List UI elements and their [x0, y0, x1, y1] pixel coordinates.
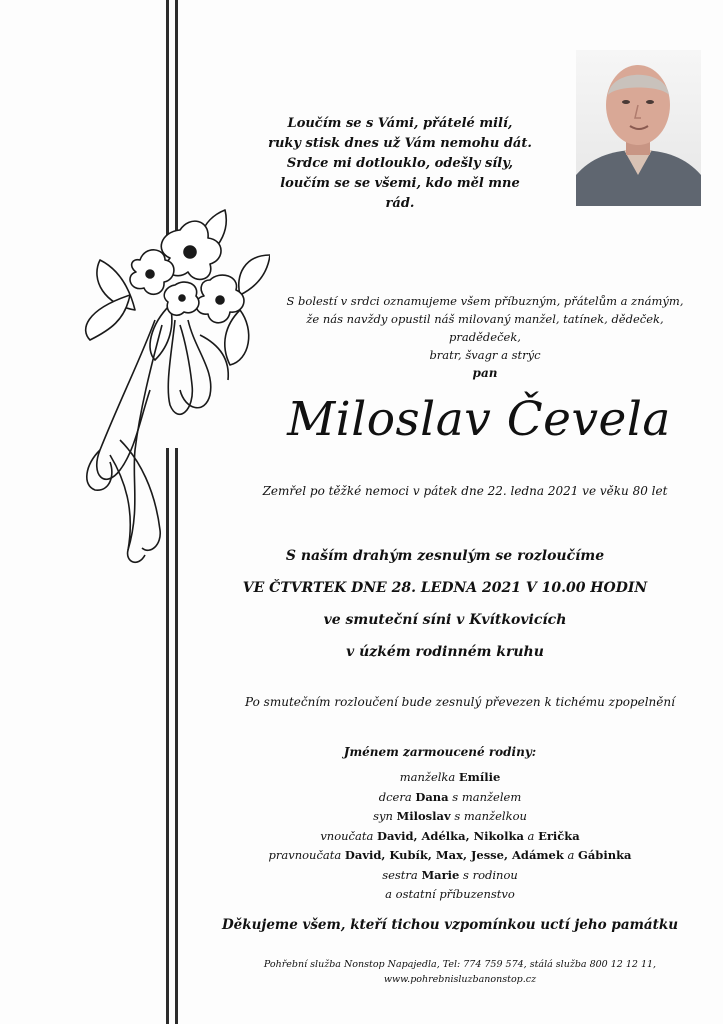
- relation-label: dcera: [378, 789, 412, 804]
- announcement-line: bratr, švagr a strýc: [429, 348, 541, 362]
- conjunction: a: [527, 828, 535, 843]
- funeral-service-website: www.pohrebnisluzbanonstop.cz: [383, 974, 537, 985]
- poem-block: [265, 114, 535, 214]
- farewell-place: ve smuteční síni v Kvítkovicích: [323, 612, 567, 628]
- family-title: Jménem zarmoucené rodiny:: [343, 745, 537, 759]
- announcement-line: že nás navždy opustil náš milovaný manžel, tatínek, dědeček, pradědeček,: [306, 312, 664, 344]
- farewell-circle: v úzkém rodinném kruhu: [346, 644, 544, 660]
- relation-suffix: s manželkou: [454, 809, 527, 823]
- poem-line: Loučím se s Vámi, přátelé milí,: [287, 116, 513, 131]
- family-row-sister: [240, 866, 660, 886]
- announcement-line: S bolestí v srdci oznamujeme všem příbuzným, přátelům a známým,: [286, 294, 684, 308]
- family-member-name: Erička: [538, 828, 580, 843]
- relation-label: pravnoučata: [268, 848, 342, 862]
- funeral-service-footer: [230, 957, 690, 987]
- family-member-name: Gábinka: [578, 848, 632, 862]
- family-member-name: Emílie: [458, 770, 501, 784]
- family-row-wife: [240, 768, 660, 788]
- farewell-line: S naším drahým zesnulým se rozloučíme: [285, 548, 605, 564]
- family-row-grandchildren: [240, 827, 660, 847]
- conjunction: a: [567, 848, 575, 862]
- relation-label: sestra: [382, 867, 418, 882]
- poem-line: ruky stisk dnes už Vám nemohu dát.: [268, 136, 532, 151]
- cremation-note: Po smutečním rozloučení bude zesnulý převezen k tichému zpopelnění: [245, 695, 675, 709]
- family-member-name: Dana: [415, 789, 449, 804]
- relation-suffix: s rodinou: [463, 867, 518, 882]
- farewell-block: [235, 540, 655, 668]
- deceased-portrait-photo: [576, 50, 701, 206]
- family-member-name: Marie: [421, 867, 460, 882]
- announcement-block: [270, 292, 700, 382]
- family-member-names: David, Adélka, Nikolka: [376, 828, 524, 843]
- poem-line: Srdce mi dotlouklo, odešly síly,: [286, 156, 514, 171]
- family-row-great-grandchildren: [240, 846, 660, 866]
- family-member-name: Miloslav: [396, 809, 451, 823]
- family-list: [240, 768, 660, 905]
- family-member-names: David, Kubík, Max, Jesse, Adámek: [344, 848, 564, 862]
- relation-label: manželka: [399, 770, 456, 784]
- family-row-relatives: a ostatní příbuzenstvo: [385, 887, 515, 901]
- relation-label: vnoučata: [320, 828, 374, 843]
- poem-line: loučím se se všemi, kdo měl mne rád.: [280, 176, 520, 211]
- thanks-line: Děkujeme všem, kteří tichou vzpomínkou uctí jeho památku: [221, 917, 679, 933]
- title-pan: pan: [472, 366, 498, 380]
- flower-bouquet-illustration: [80, 200, 270, 570]
- relation-label: syn: [373, 809, 393, 823]
- deceased-name: Miloslav Čevela: [287, 392, 671, 447]
- family-row-daughter: [240, 788, 660, 808]
- death-notice-line: Zemřel po těžké nemoci v pátek dne 22. ledna 2021 ve věku 80 let: [262, 484, 668, 498]
- family-row-son: [240, 807, 660, 827]
- funeral-service-contact: Pohřební služba Nonstop Napajedla, Tel: 774 759 574, stálá služba 800 12 12 11,: [263, 959, 657, 970]
- relation-suffix: s manželem: [452, 789, 522, 804]
- farewell-datetime: VE ČTVRTEK DNE 28. LEDNA 2021 V 10.00 HODIN: [242, 580, 648, 596]
